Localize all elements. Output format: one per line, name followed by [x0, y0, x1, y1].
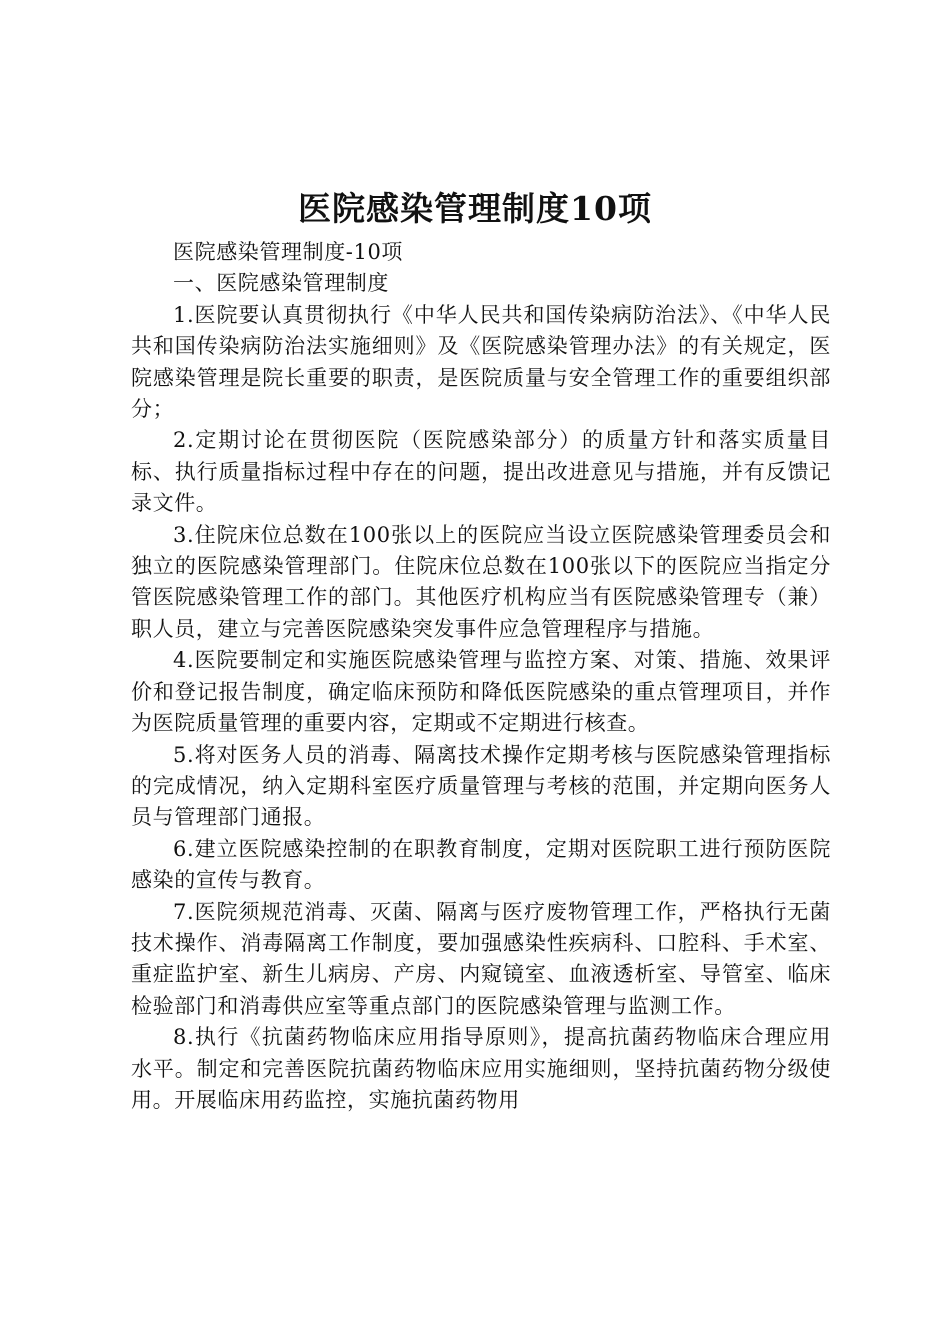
paragraph-6: 6.建立医院感染控制的在职教育制度，定期对医院职工进行预防医院感染的宣传与教育。 — [131, 836, 831, 893]
paragraph-7: 7.医院须规范消毒、灭菌、隔离与医疗废物管理工作，严格执行无菌技术操作、消毒隔离工作制度，要加强感染性疾病科、口腔科、手术室、重症监护室、新生儿病房、产房、内窥镜室、血液透析室、导管室、临床检验部门和消毒供应室等重点部门的医院感染管理与监测工作。 — [131, 899, 831, 1018]
paragraph-2: 2.定期讨论在贯彻医院（医院感染部分）的质量方针和落实质量目标、执行质量指标过程中存在的问题，提出改进意见与措施，并有反馈记录文件。 — [131, 428, 831, 516]
paragraph-8: 8.执行《抗菌药物临床应用指导原则》，提高抗菌药物临床合理应用水平。制定和完善医院抗菌药物临床应用实施细则，坚持抗菌药物分级使用。开展临床用药监控，实施抗菌药物用 — [131, 1025, 831, 1112]
paragraph-3: 3.住院床位总数在100张以上的医院应当设立医院感染管理委员会和独立的医院感染管理部门。住院床位总数在100张以下的医院应当指定分管医院感染管理工作的部门。其他医疗机构应当有医院感染管理专（兼）职人员，建立与完善医院感染突发事件应急管理程序与措施。 — [131, 522, 831, 641]
paragraph-1: 1.医院要认真贯彻执行《中华人民共和国传染病防治法》、《中华人民共和国传染病防治法实施细则》及《医院感染管理办法》的有关规定，医院感染管理是院长重要的职责，是医院质量与安全管理工作的重要组织部分； — [131, 302, 831, 422]
section-heading: 一、医院感染管理制度 — [173, 271, 389, 296]
paragraph-5: 5.将对医务人员的消毒、隔离技术操作定期考核与医院感染管理指标的完成情况，纳入定期科室医疗质量管理与考核的范围，并定期向医务人员与管理部门通报。 — [131, 742, 831, 830]
document-subtitle: 医院感染管理制度-10项 — [173, 240, 404, 264]
document-body — [131, 237, 831, 1116]
document-title: 医院感染管理制度10项 — [298, 189, 652, 228]
paragraph-4: 4.医院要制定和实施医院感染管理与监控方案、对策、措施、效果评价和登记报告制度，确定临床预防和降低医院感染的重点管理项目，并作为医院质量管理的重要内容，定期或不定期进行核查。 — [131, 648, 831, 736]
